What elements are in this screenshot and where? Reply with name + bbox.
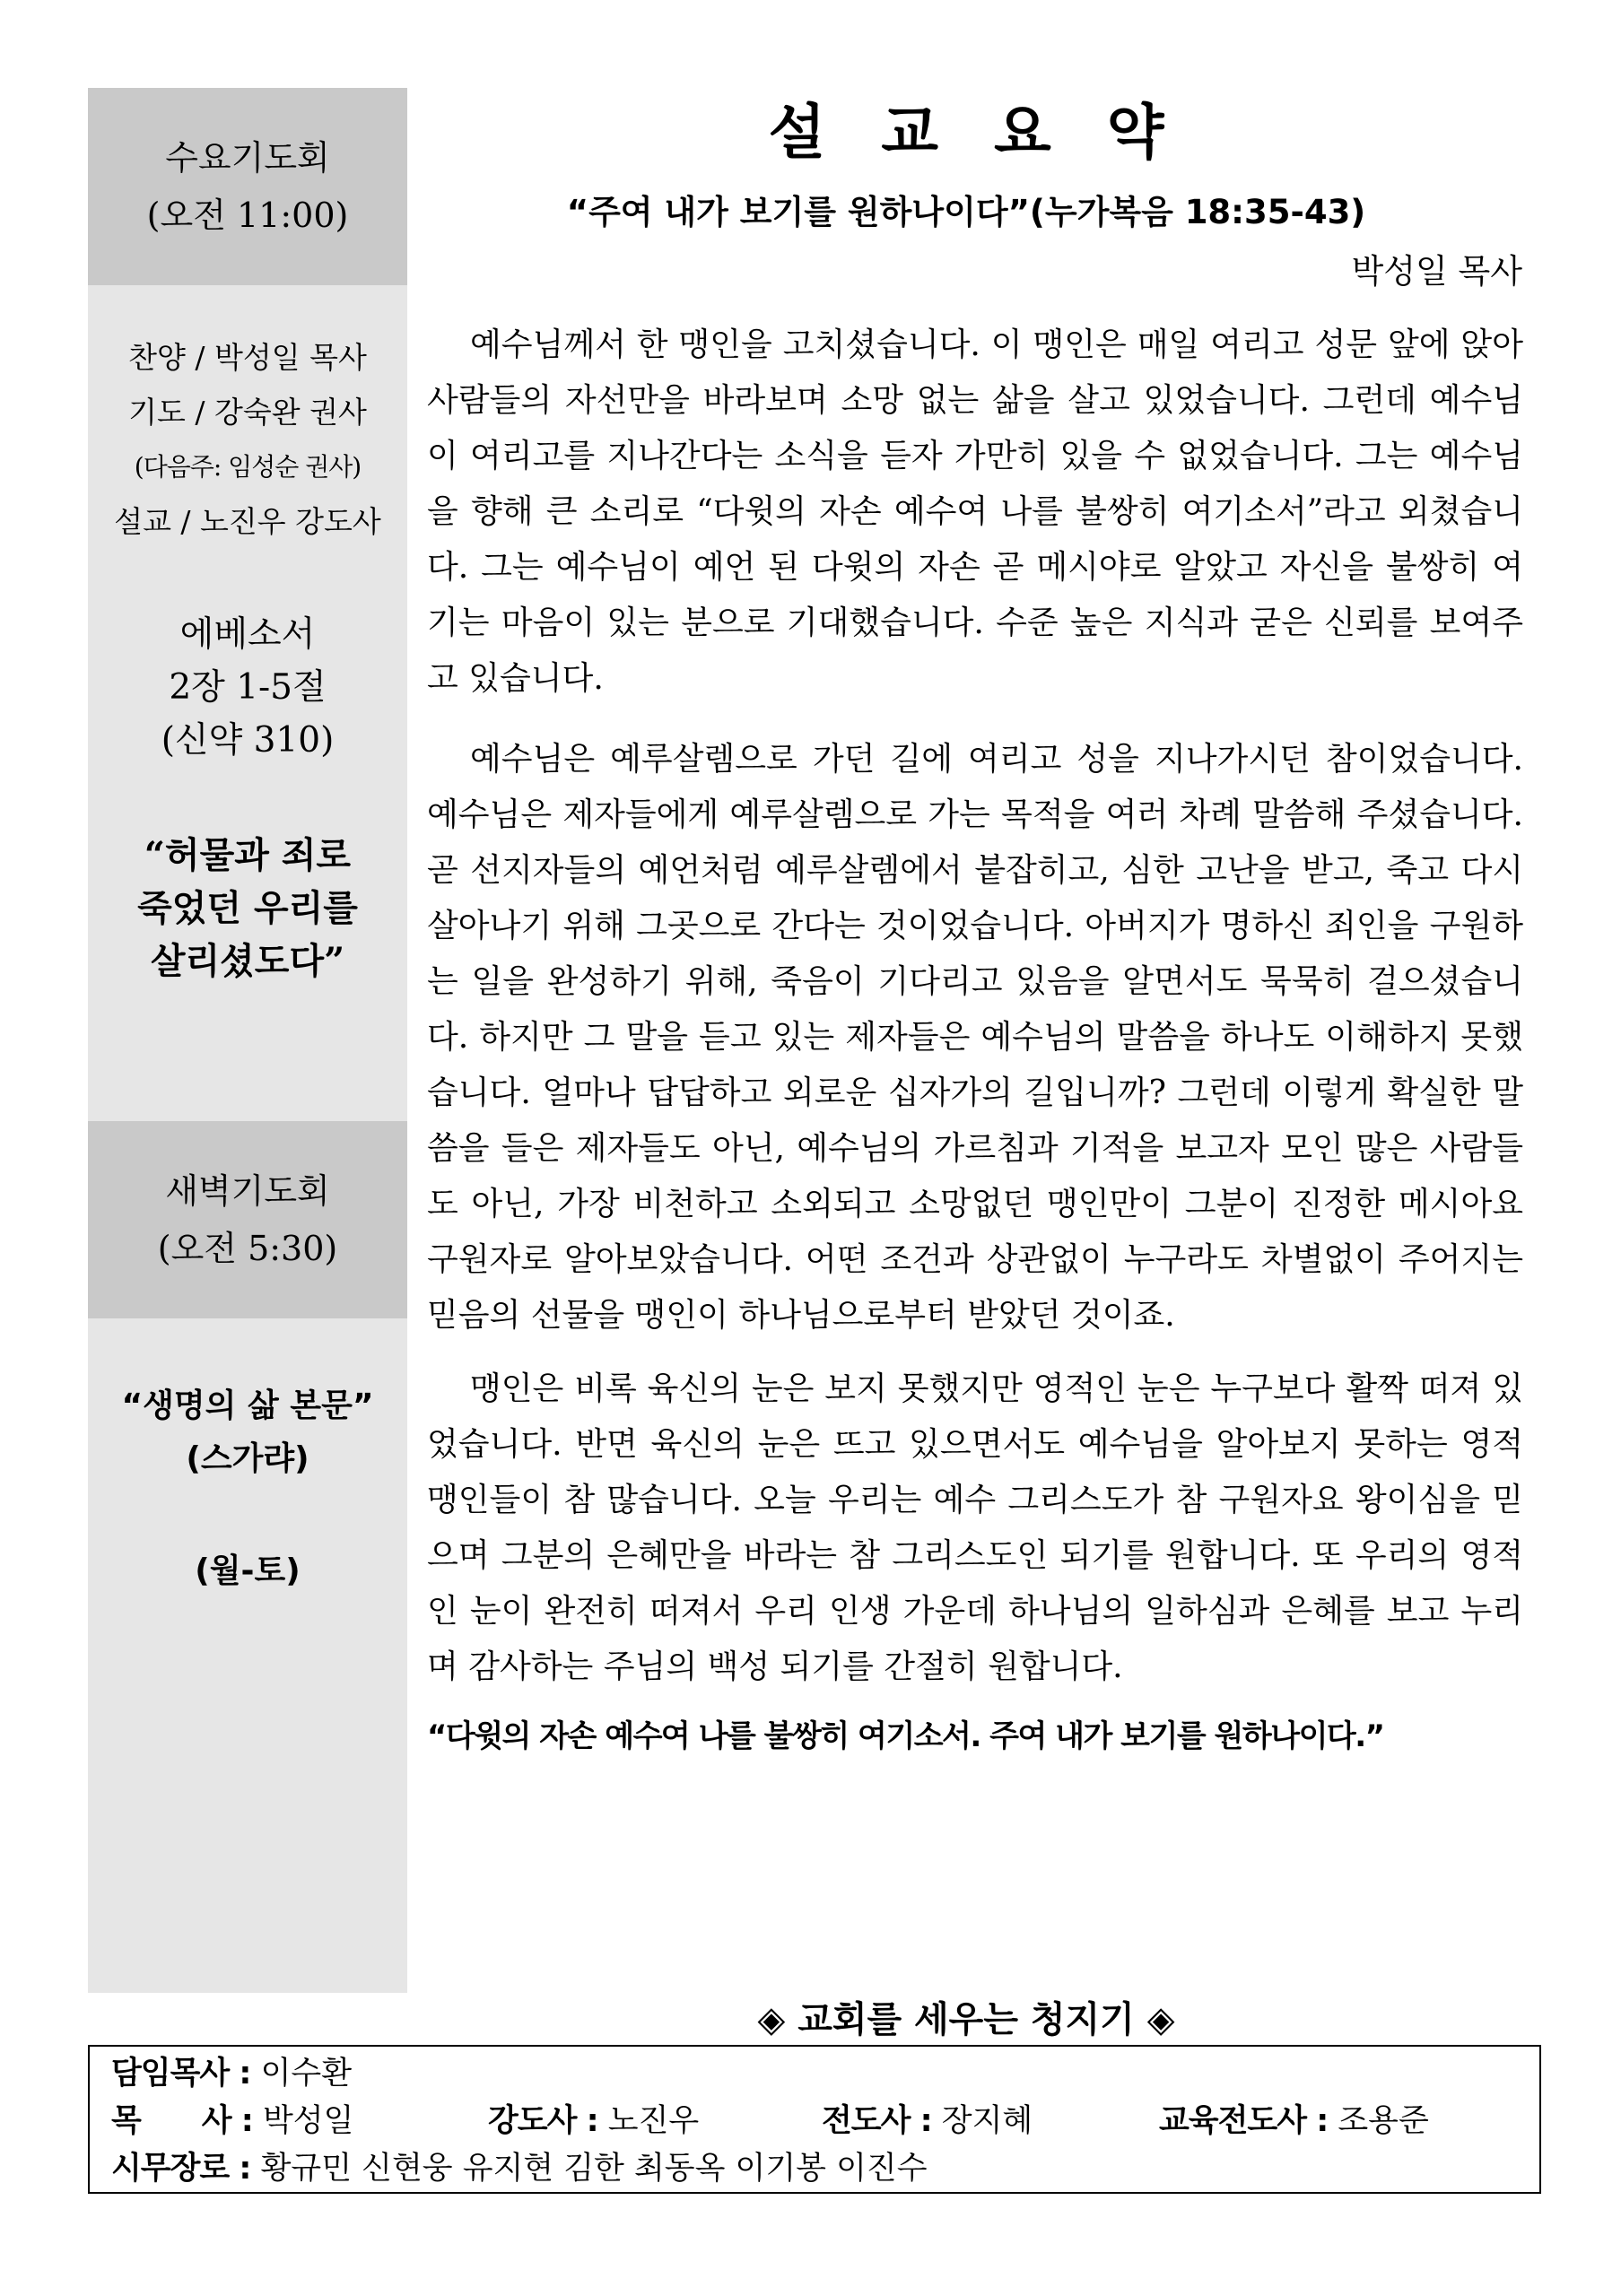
- preacher-label: 강도사 :: [488, 2103, 598, 2139]
- senior-pastor-label: 담임목사 :: [111, 2056, 251, 2092]
- role-next-week: (다음주: 임성순 권사): [134, 452, 362, 482]
- elders-names: 황규민 신현웅 유지현 김한 최동옥 이기봉 이진수: [260, 2151, 928, 2187]
- staff-box: [88, 2045, 1541, 2194]
- sermon-subtitle: “주여 내가 보기를 원하나이다”(누가복음 18:35-43): [566, 193, 1366, 231]
- preacher-entry: [488, 2098, 699, 2145]
- sermon-closing: “다윗의 자손 예수여 나를 불쌍히 여기소서. 주여 내가 보기를 원하나이다.”: [427, 1718, 1384, 1754]
- devotional-days: (월-토): [195, 1552, 301, 1589]
- sermon-title: 설교요약: [768, 98, 1220, 167]
- role-praise: 찬양 / 박성일 목사: [128, 340, 367, 375]
- pastor-label: 목 사 :: [111, 2103, 253, 2139]
- pastor-entry: [111, 2098, 353, 2145]
- education-evangelist-label: 교육전도사 :: [1159, 2103, 1329, 2139]
- preacher-name: 노진우: [607, 2103, 700, 2139]
- scripture-quote: [88, 829, 407, 987]
- devotional-days-block: [88, 1544, 407, 1597]
- evangelist-entry: [822, 2098, 1033, 2145]
- devotional-title: “생명의 삶 본문”: [121, 1387, 374, 1424]
- scripture-chapter: 2장 1-5절: [169, 667, 327, 708]
- staff-row-elders: [111, 2145, 1518, 2193]
- sermon-paragraph: 예수님께서 한 맹인을 고치셨습니다. 이 맹인은 매일 여리고 성문 앞에 앉아 사람들의 자선만을 바라보며 소망 없는 삶을 살고 있었습니다. 그런데 예수님이 여리고를 지나간다는 소식을 듣자 가만히 있을 수 없었습니다. 그는 예수님을 향해 큰 소리로 “다윗의 자손 예수여 나를 불쌍히 여기소서”라고 외쳤습니다. 그는 예수님이 예언 된 다윗의 자손 곧 메시야로 알았고 자신을 불쌍히 여기는 마음이 있는 분으로 기대했습니다. 수준 높은 지식과 굳은 신뢰를 보여주고 있습니다.: [427, 326, 1523, 697]
- evangelist-label: 전도사 :: [822, 2103, 932, 2139]
- dawn-prayer-title: 새벽기도회: [165, 1171, 330, 1211]
- dawn-prayer-header: [88, 1121, 407, 1318]
- sermon-author: 박성일 목사: [1351, 252, 1522, 291]
- scripture-book: 에베소서: [179, 614, 316, 655]
- role-prayer: 기도 / 강숙완 권사: [128, 395, 367, 430]
- scripture-reference: [88, 608, 407, 767]
- quote-line: 죽었던 우리를: [137, 887, 358, 929]
- devotional-info: [88, 1379, 407, 1485]
- sermon-paragraph: 맹인은 비록 육신의 눈은 보지 못했지만 영적인 눈은 누구보다 활짝 떠져 있었습니다. 반면 육신의 눈은 뜨고 있으면서도 예수님을 알아보지 못하는 영적 맹인들이 참 많습니다. 오늘 우리는 예수 그리스도가 참 구원자요 왕이심을 믿으며 그분의 은혜만을 바라는 참 그리스도인 되기를 원합니다. 또 우리의 영적인 눈이 완전히 떠져서 우리 인생 가운데 하나님의 일하심과 은혜를 보고 누리며 감사하는 주님의 백성 되기를 간절히 원합니다.: [427, 1370, 1523, 1685]
- evangelist-name: 장지혜: [941, 2103, 1033, 2139]
- staff-section-title: ◈ 교회를 세우는 청지기 ◈: [757, 1999, 1175, 2040]
- elders-label: 시무장로 :: [111, 2151, 251, 2187]
- sermon-paragraph: 예수님은 예루살렘으로 가던 길에 여리고 성을 지나가시던 참이었습니다. 예수님은 제자들에게 예루살렘으로 가는 목적을 여러 차례 말씀해 주셨습니다. 곧 선지자들의 예언처럼 예루살렘에서 붙잡히고, 심한 고난을 받고, 죽고 다시 살아나기 위해 그곳으로 간다는 것이었습니다. 아버지가 명하신 죄인을 구원하는 일을 완성하기 위해, 죽음이 기다리고 있음을 알면서도 묵묵히 걸으셨습니다. 하지만 그 말을 듣고 있는 제자들은 예수님의 말씀을 하나도 이해하지 못했습니다. 얼마나 답답하고 외로운 십자가의 길입니까? 그런데 이렇게 확실한 말씀을 들은 제자들도 아닌, 예수님의 가르침과 기적을 보고자 모인 많은 사람들도 아닌, 가장 비천하고 소외되고 소망없던 맹인만이 그분이 진정한 메시아요 구원자로 알아보았습니다. 어떤 조건과 상관없이 누구라도 차별없이 주어지는 믿음의 선물을 맹인이 하나님으로부터 받았던 것이죠.: [427, 741, 1523, 1334]
- scripture-page: (신약 310): [161, 720, 335, 761]
- quote-line: “허물과 죄로: [144, 834, 352, 876]
- dawn-prayer-time: (오전 5:30): [157, 1229, 338, 1268]
- senior-pastor-name: 이수환: [260, 2056, 353, 2092]
- wednesday-prayer-header: [88, 88, 407, 285]
- pastor-name: 박성일: [262, 2103, 354, 2139]
- education-evangelist-name: 조용준: [1338, 2103, 1429, 2139]
- quote-line: 살리셨도다”: [150, 940, 345, 982]
- devotional-book: (스가랴): [186, 1440, 309, 1477]
- role-sermon: 설교 / 노진우 강도사: [114, 504, 381, 539]
- staff-row-ministers: [111, 2098, 1518, 2145]
- staff-row-senior: [111, 2050, 1518, 2098]
- education-evangelist-entry: [1159, 2098, 1429, 2145]
- sermon-body: [427, 317, 1523, 1763]
- service-roles: [88, 330, 407, 549]
- wednesday-prayer-time: (오전 11:00): [146, 196, 349, 235]
- wednesday-prayer-title: 수요기도회: [165, 138, 330, 178]
- worship-sidebar: [88, 88, 407, 1993]
